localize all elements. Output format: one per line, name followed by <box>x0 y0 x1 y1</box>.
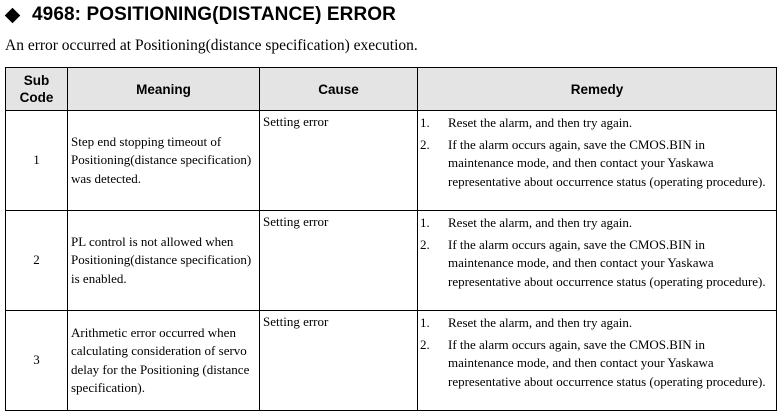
error-heading <box>4 2 396 28</box>
remedy-step <box>418 136 772 192</box>
col-header-remedy: Remedy <box>418 68 777 111</box>
remedy-cell <box>418 311 777 411</box>
meaning-cell: PL control is not allowed when Positioning(distance specification) is enabled. <box>68 211 260 311</box>
remedy-step-text: Reset the alarm, and then try again. <box>448 215 633 230</box>
meaning-cell: Arithmetic error occurred when calculating consideration of servo delay for the Positioning (distance specification). <box>68 311 260 411</box>
remedy-step-number: 1. <box>420 215 430 230</box>
remedy-step-number: 1. <box>420 315 430 330</box>
remedy-step-text: If the alarm occurs again, save the CMOS.BIN in maintenance mode, and then contact your Yaskawa representative about occurrence status (operating procedure). <box>448 236 766 289</box>
remedy-step <box>418 114 772 133</box>
remedy-step-text: If the alarm occurs again, save the CMOS.BIN in maintenance mode, and then contact your Yaskawa representative about occurrence status (operating procedure). <box>448 136 766 189</box>
error-description: An error occurred at Positioning(distance specification) execution. <box>5 37 418 54</box>
cause-cell: Setting error <box>260 111 418 211</box>
meaning-cell: Step end stopping timeout of Positioning(distance specification) was detected. <box>68 111 260 211</box>
remedy-step <box>418 314 772 333</box>
remedy-cell <box>418 211 777 311</box>
remedy-step <box>418 236 772 292</box>
remedy-step <box>418 336 772 392</box>
col-header-cause: Cause <box>260 68 418 111</box>
sub-code-cell: 1 <box>6 111 68 211</box>
cause-cell: Setting error <box>260 311 418 411</box>
page-title: 4968: POSITIONING(DISTANCE) ERROR <box>32 4 396 25</box>
table-row <box>6 311 777 411</box>
table-row <box>6 111 777 211</box>
remedy-step-number: 2. <box>420 336 430 352</box>
error-table <box>5 67 777 411</box>
col-header-meaning: Meaning <box>68 68 260 111</box>
remedy-step-number: 2. <box>420 136 430 152</box>
diamond-bullet-icon <box>5 7 21 23</box>
remedy-cell <box>418 111 777 211</box>
remedy-step-text: Reset the alarm, and then try again. <box>448 315 633 330</box>
remedy-step-number: 1. <box>420 115 430 130</box>
sub-code-cell: 3 <box>6 311 68 411</box>
remedy-step-text: Reset the alarm, and then try again. <box>448 115 633 130</box>
table-header-row <box>6 68 777 111</box>
table-row <box>6 211 777 311</box>
remedy-step-number: 2. <box>420 236 430 252</box>
sub-code-cell: 2 <box>6 211 68 311</box>
cause-cell: Setting error <box>260 211 418 311</box>
remedy-step-text: If the alarm occurs again, save the CMOS.BIN in maintenance mode, and then contact your Yaskawa representative about occurrence status (operating procedure). <box>448 336 766 389</box>
remedy-step <box>418 214 772 233</box>
col-header-sub-code: Sub Code <box>6 68 68 111</box>
